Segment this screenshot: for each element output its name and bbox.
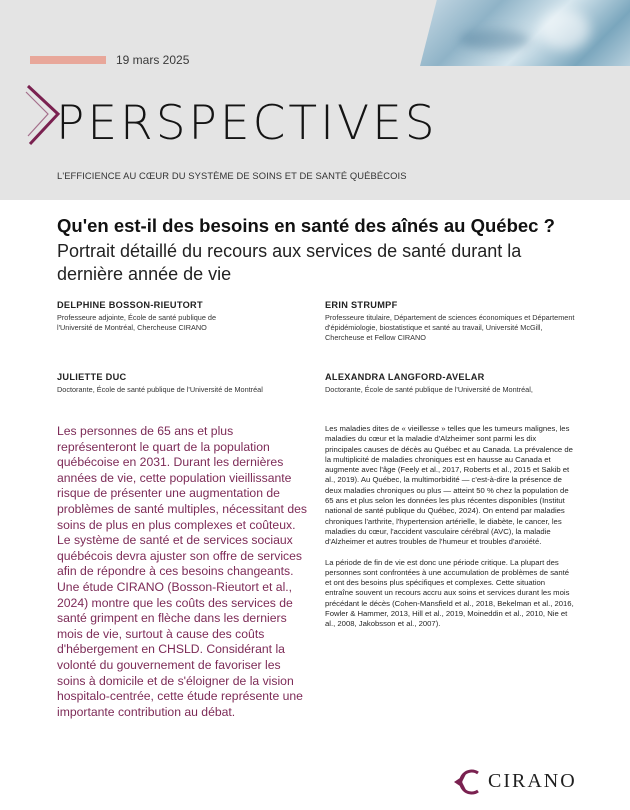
body-paragraph: Les maladies dites de « vieillesse » telles que les tumeurs malignes, les maladies du cœur et la maladie d'Alzheimer sont parmi les dix principales causes de décès au Québec et au Canada. La prévalence de la multiplicité de maladies chroniques est en hausse au Canada et augmente avec l'âge (Feely et al., 2017, Roberts et al., 2015 et Sakib et al., 2019). Au Québec, la multimorbidité — c'est-à-dire la présence de deux maladies chroniques ou plus — atteint 50 % chez la population de 65 ans et plus selon les données les plus récentes disponibles (Institut national de santé publique du Québec, 2024). On entend par maladies chroniques l'arthrite, l'hypertension artérielle, le diabète, le cancer, les maladies du cœur, l'accident vasculaire cérébral (AVC), la maladie d'Alzheimer et autres troubles de l'humeur et troubles d'anxiété. — [325, 424, 573, 547]
tagline: L'EFFICIENCE AU CŒUR DU SYSTÈME DE SOINS ET DE SANTÉ QUÉBÉCOIS — [57, 170, 407, 181]
body-paragraph: La période de fin de vie est donc une période critique. La plupart des personnes sont confrontées à une accumulation de problèmes de santé et ont des besoins plus spécifiques et complexes. Cette situation entraîne souvent un recours accru aux soins et services durant les mois précédant le décès (Cohen-Mansfield et al., 2018, Bekelman et al., 2016, Fowler & Hammer, 2013, Hill et al., 2019, Moineddin et al., 2010, Nie et al., 2008, Jakobsson et al., 2007). — [325, 557, 574, 629]
photo-highlight — [540, 10, 590, 50]
author-name: ALEXANDRA LANGFORD-AVELAR — [325, 372, 485, 382]
author-affiliation: Professeure titulaire, Département de sciences économiques et Département d'épidémiologie, biostatistique et santé au travail, Université McGill, Chercheuse et Fellow CIRANO — [325, 313, 575, 342]
article-subtitle: Portrait détaillé du recours aux services de santé durant la dernière année de vie — [57, 241, 522, 284]
author-affiliation: Professeure adjointe, École de santé publique de l'Université de Montréal, Chercheuse CIRANO — [57, 313, 217, 332]
author-name: JULIETTE DUC — [57, 372, 127, 382]
lead-paragraph: Les personnes de 65 ans et plus représenteront le quart de la population québécoise en 2031. Durant les dernières années de vie, cette population vieillissante risque de présenter une augmentation de problèmes de santé multiples, nécessitant des soins de plus en plus complexes et coûteux. Le système de santé et de services sociaux québécois devra ajuster son offre de services afin de répondre à ces besoins changeants. Une étude CIRANO (Bosson-Rieutort et al., 2024) montre que les coûts des services de santé grimpent en flèche dans les derniers mois de vie, surtout à cause des coûts d'hébergement en CHSLD. Considérant la volonté du gouvernement de favoriser les soins à domicile et de s'éloigner de la vision hospitalo-centrée, cette étude représente une importante contribution au débat. — [57, 424, 307, 719]
date-accent-bar — [30, 56, 106, 64]
author-affiliation: Doctorante, École de santé publique de l'Université de Montréal, — [325, 385, 533, 394]
body-column — [325, 424, 575, 640]
cirano-wordmark: CIRANO — [488, 770, 577, 792]
author-block — [57, 372, 317, 395]
cirano-mark-icon — [452, 768, 486, 796]
header-photo — [420, 0, 630, 66]
photo-shadow — [460, 30, 530, 50]
cirano-logo — [452, 768, 612, 798]
author-affiliation: Doctorante, École de santé publique de l'Université de Montréal — [57, 385, 263, 394]
author-block — [325, 372, 585, 395]
publication-date: 19 mars 2025 — [116, 53, 190, 67]
author-name: ERIN STRUMPF — [325, 300, 398, 310]
author-name: DELPHINE BOSSON-RIEUTORT — [57, 300, 203, 310]
author-block — [57, 300, 307, 333]
author-block — [325, 300, 580, 343]
article-title: Qu'en est-il des besoins en santé des aînés au Québec ? — [57, 215, 555, 236]
logo-wordmark: PERSPECTIVES — [56, 96, 438, 151]
